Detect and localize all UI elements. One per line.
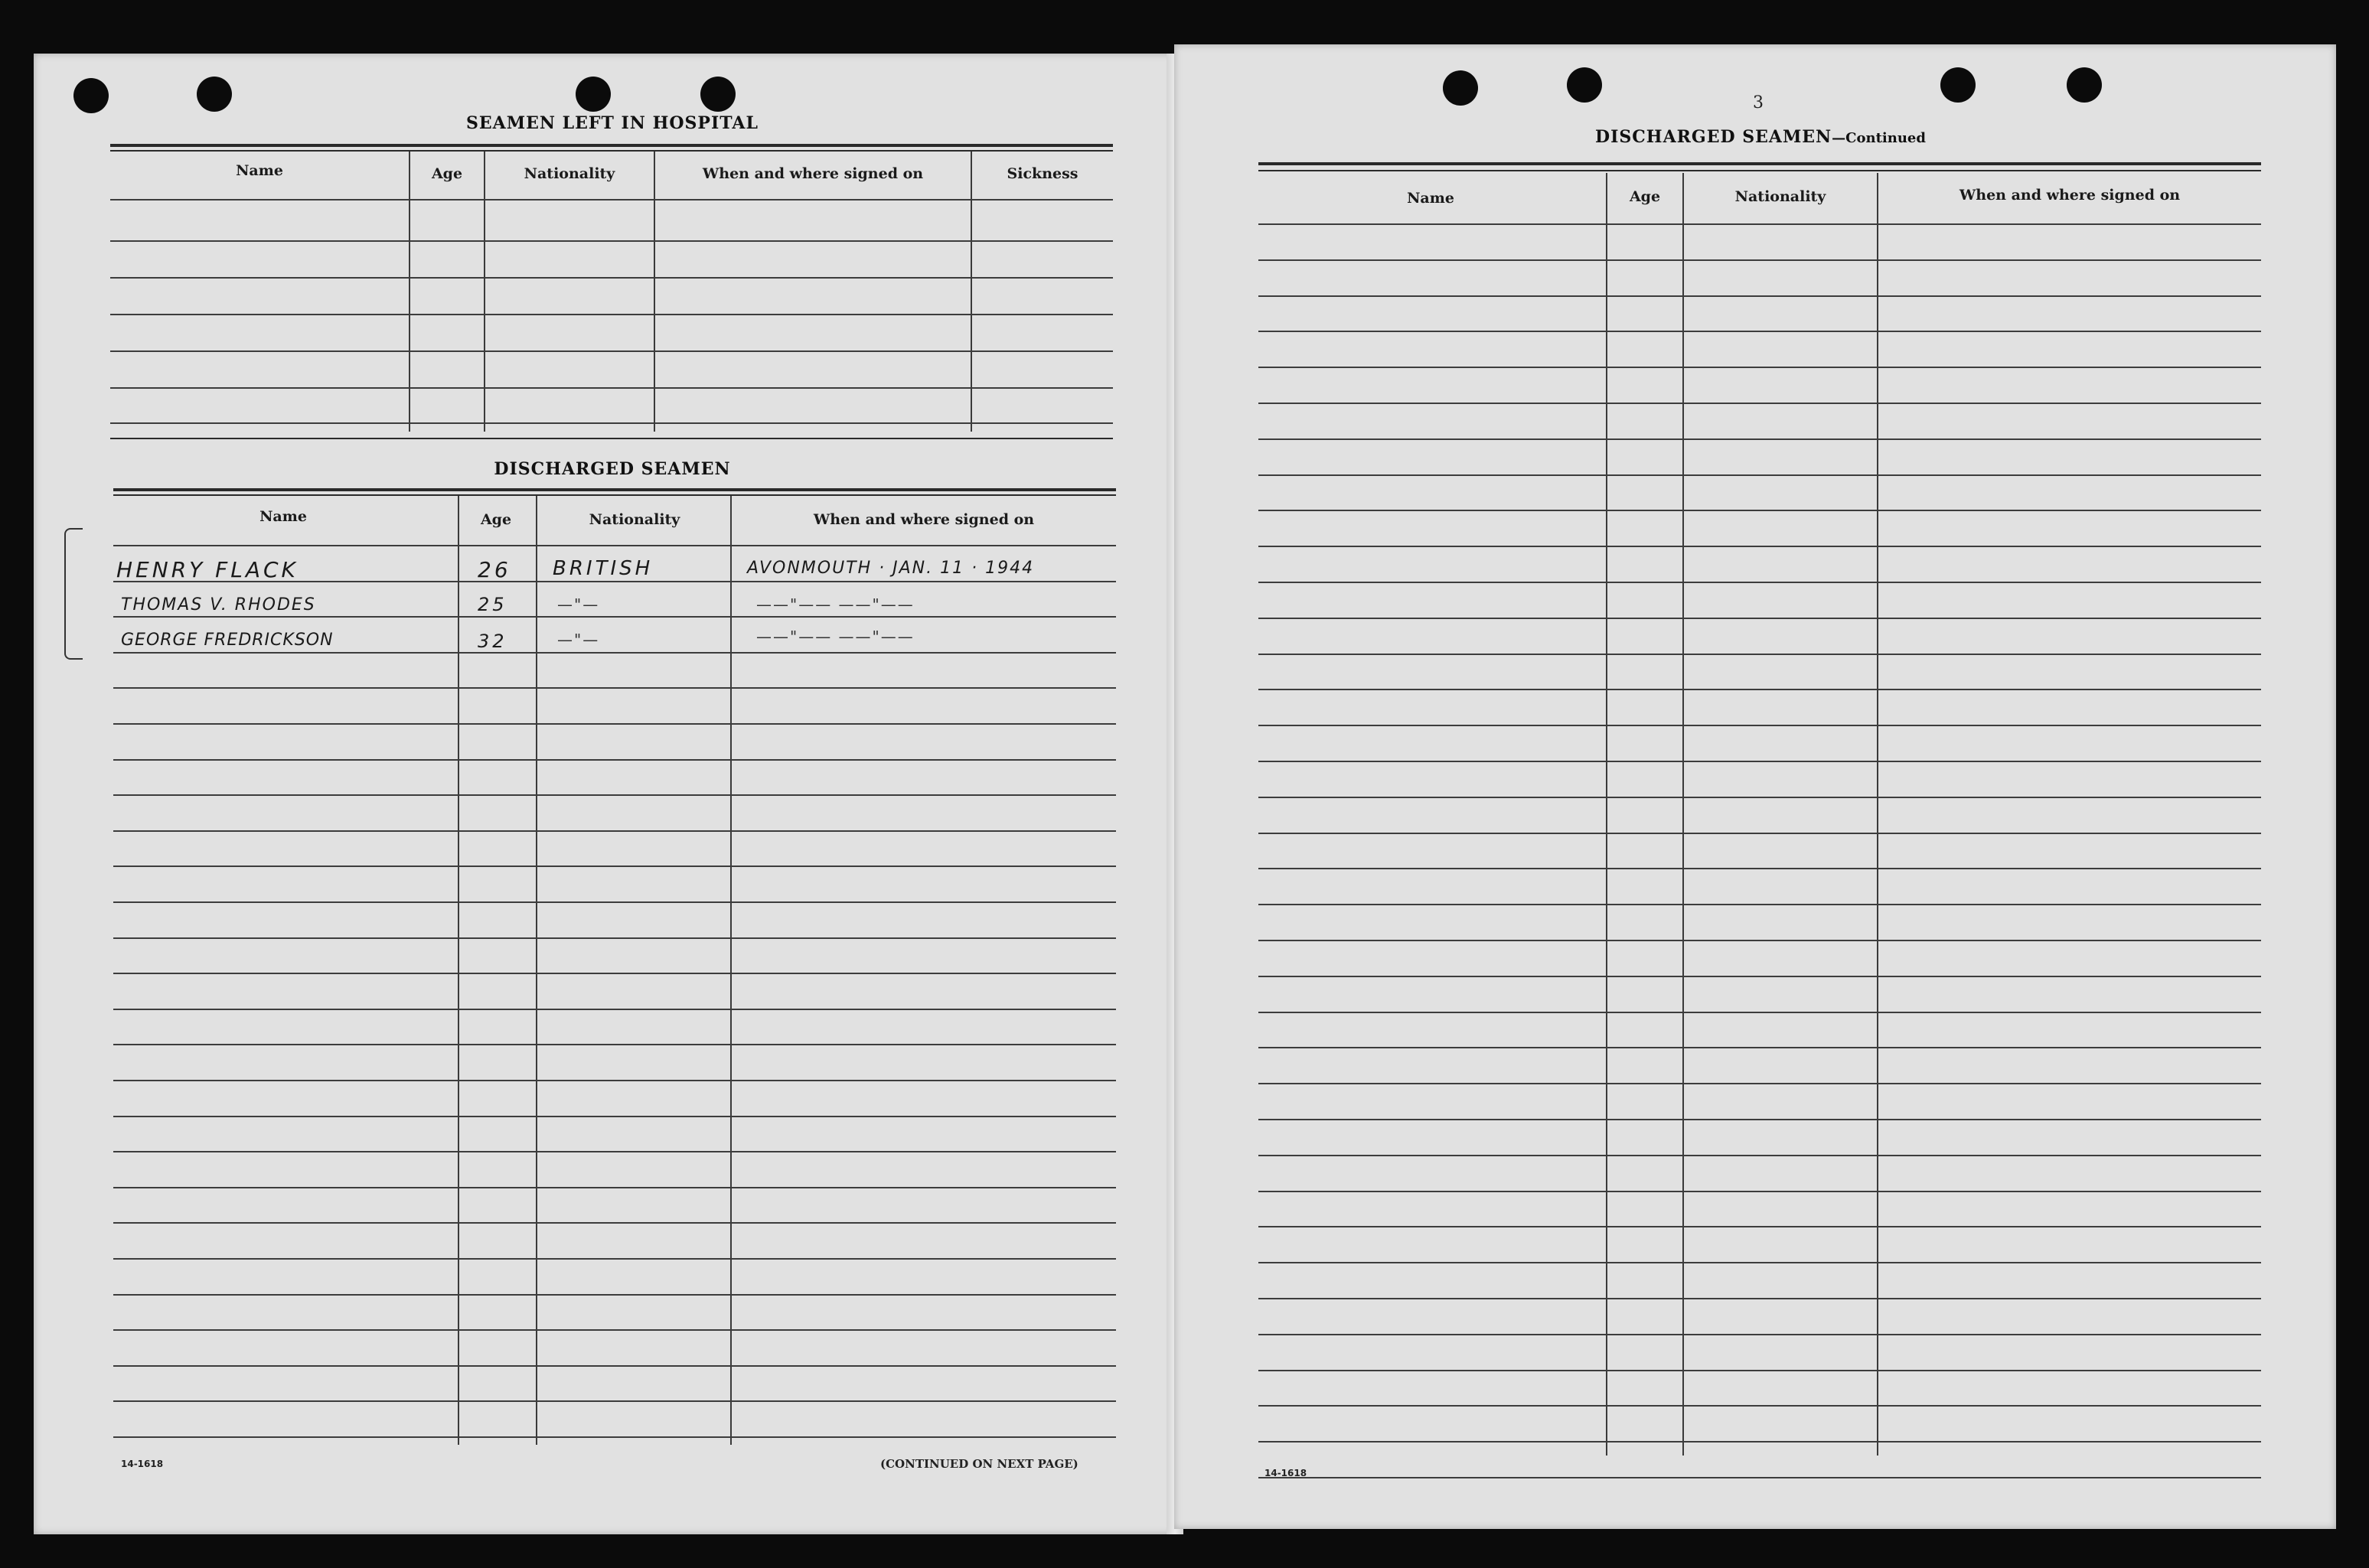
row-line	[1258, 976, 2261, 977]
title-suffix: —Continued	[1832, 130, 1926, 146]
row-2-name: THOMAS V. RHODES	[121, 595, 316, 614]
hospital-section-title: SEAMEN LEFT IN HOSPITAL	[466, 113, 759, 133]
row-line	[1258, 797, 2261, 798]
row-line	[113, 1258, 1116, 1260]
row-line	[113, 616, 1116, 618]
discharged-table	[113, 488, 1116, 1446]
row-line	[1258, 761, 2261, 762]
row-line	[113, 1400, 1116, 1402]
row-line	[1258, 1047, 2261, 1048]
row-line	[1258, 1477, 2261, 1478]
punch-hole	[197, 77, 232, 112]
handwritten-bracket	[64, 528, 83, 660]
row-line	[113, 687, 1116, 689]
col-header-signed-on: When and where signed on	[702, 165, 924, 182]
row-line	[113, 830, 1116, 832]
row-line	[1258, 223, 2261, 225]
row-3-name: GEORGE FREDRICKSON	[121, 631, 334, 650]
title-main: DISCHARGED SEAMEN	[1595, 127, 1832, 147]
discharged-continued-title	[1577, 127, 1944, 147]
row-line	[113, 1187, 1116, 1188]
row-line	[1258, 833, 2261, 834]
row-line	[1258, 725, 2261, 726]
row-line	[113, 865, 1116, 867]
col-header-nationality: Nationality	[589, 511, 680, 528]
form-number: 14-1618	[121, 1459, 164, 1469]
row-1-name: HENRY FLACK	[116, 557, 299, 582]
row-line	[1258, 618, 2261, 619]
row-line	[1258, 904, 2261, 905]
row-line	[1258, 510, 2261, 511]
punch-hole	[73, 78, 109, 113]
col-header-name: Name	[236, 162, 283, 179]
row-line	[1258, 1155, 2261, 1156]
row-2-nationality: —"—	[557, 595, 600, 614]
punch-hole	[576, 77, 611, 112]
row-1-signed-on: AVONMOUTH · JAN. 11 · 1944	[747, 559, 1035, 578]
row-line	[113, 901, 1116, 903]
discharged-continued-table	[1258, 162, 2261, 1457]
col-header-nationality: Nationality	[1734, 188, 1826, 205]
row-line	[1258, 259, 2261, 261]
row-line	[1258, 1405, 2261, 1407]
row-line	[1258, 689, 2261, 690]
row-line	[1258, 868, 2261, 869]
row-line	[1258, 331, 2261, 332]
row-line	[1258, 940, 2261, 941]
row-line	[1258, 1262, 2261, 1263]
row-line	[1258, 582, 2261, 583]
row-line	[1258, 1012, 2261, 1013]
col-header-age: Age	[431, 165, 463, 182]
punch-hole	[1567, 67, 1602, 103]
row-line	[113, 723, 1116, 725]
row-line	[1258, 1298, 2261, 1299]
col-header-signed-on: When and where signed on	[1959, 187, 2181, 204]
row-line	[113, 794, 1116, 796]
row-3-age: 32	[478, 631, 507, 652]
row-line	[1258, 654, 2261, 655]
row-line	[1258, 403, 2261, 404]
punch-hole	[1940, 67, 1976, 103]
row-2-signed-on: ——"—— ——"——	[756, 595, 915, 614]
row-line	[113, 1329, 1116, 1331]
punch-hole	[700, 77, 736, 112]
row-line	[1258, 295, 2261, 297]
row-line	[1258, 1226, 2261, 1227]
col-header-age: Age	[1629, 188, 1661, 205]
row-line	[113, 1009, 1116, 1010]
row-line	[113, 1044, 1116, 1045]
row-line	[113, 973, 1116, 974]
hospital-table	[110, 144, 1113, 439]
col-header-nationality: Nationality	[524, 165, 615, 182]
row-line	[113, 1151, 1116, 1152]
row-line	[1258, 367, 2261, 368]
row-line	[1258, 1370, 2261, 1371]
punch-hole	[1443, 70, 1478, 106]
row-line	[1258, 1191, 2261, 1192]
row-line	[1258, 1083, 2261, 1084]
row-1-age: 26	[478, 557, 511, 582]
row-line	[113, 759, 1116, 761]
row-line	[1258, 474, 2261, 476]
col-header-name: Name	[1407, 190, 1454, 207]
row-line	[1258, 1119, 2261, 1120]
row-line	[113, 545, 1116, 546]
row-line	[113, 1294, 1116, 1296]
punch-hole	[2067, 67, 2102, 103]
row-line	[113, 1080, 1116, 1081]
row-line	[113, 1116, 1116, 1117]
form-number: 14-1618	[1264, 1468, 1307, 1478]
page-number: 3	[1753, 93, 1764, 112]
row-line	[113, 937, 1116, 939]
col-header-signed-on: When and where signed on	[813, 511, 1035, 528]
row-1-nationality: BRITISH	[553, 557, 654, 580]
row-line	[113, 1222, 1116, 1224]
discharged-section-title: DISCHARGED SEAMEN	[494, 459, 731, 479]
row-line	[113, 1365, 1116, 1367]
row-3-signed-on: ——"—— ——"——	[756, 628, 915, 646]
row-2-age: 25	[478, 594, 507, 615]
row-line	[1258, 546, 2261, 547]
row-line	[1258, 438, 2261, 440]
col-header-sickness: Sickness	[1007, 165, 1078, 182]
row-3-nationality: —"—	[557, 631, 600, 649]
row-line	[113, 1436, 1116, 1438]
row-line	[113, 652, 1116, 654]
col-header-age: Age	[480, 511, 512, 528]
row-line	[1258, 1441, 2261, 1442]
col-header-name: Name	[259, 508, 307, 525]
row-line	[1258, 1334, 2261, 1335]
continued-note: (CONTINUED ON NEXT PAGE)	[880, 1457, 1078, 1471]
